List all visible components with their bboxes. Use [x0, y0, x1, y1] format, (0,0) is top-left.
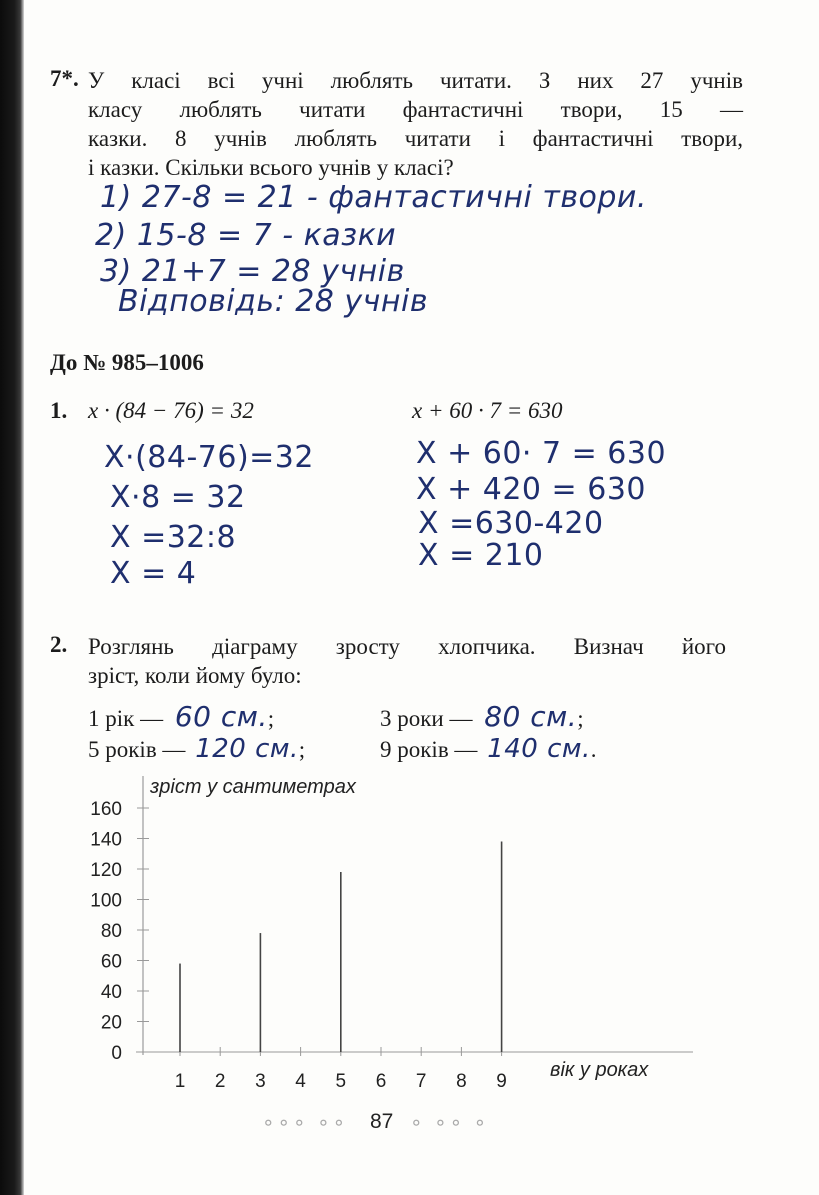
- task-1-number: 1.: [50, 398, 68, 423]
- task-2-line: Розглянь діаграму зросту хлопчика. Визнач його: [88, 634, 726, 659]
- y-tick-label: 80: [100, 921, 122, 942]
- y-tick-label: 40: [100, 982, 122, 1003]
- y-tick-label: 20: [100, 1012, 122, 1034]
- answer-prefix: 3 роки —: [380, 706, 473, 731]
- answer-end: ;: [267, 706, 275, 731]
- answer-row: [88, 700, 274, 733]
- task-7-number: 7*.: [50, 66, 79, 91]
- task-1-right-step: X + 60· 7 = 630: [416, 436, 667, 471]
- answer-prefix: 1 рік —: [88, 706, 164, 731]
- task-7-line: казки. 8 учнів люблять читати і фантастичні твори,: [88, 126, 743, 151]
- answer-handwritten: 60 см.: [174, 700, 268, 733]
- x-axis-label: вік у роках: [550, 1059, 649, 1081]
- page-number: 87: [370, 1110, 394, 1133]
- task-7-line: і казки. Скільки всього учнів у класі?: [88, 155, 454, 180]
- task-1-left-step: X = 4: [110, 556, 197, 591]
- x-tick-label: 3: [255, 1071, 266, 1092]
- task-7-line: класу люблять читати фантастичні твори, 15 —: [88, 97, 743, 122]
- task-1-right-step: X + 420 = 630: [416, 472, 646, 507]
- x-tick-label: 6: [375, 1071, 387, 1092]
- task-2-text: [88, 632, 726, 690]
- answer-end: ;: [298, 737, 306, 762]
- answer-prefix: 5 років —: [88, 737, 186, 762]
- task-1-left-step: X·(84-76)=32: [104, 440, 314, 475]
- task-2-line: зріст, коли йому було:: [88, 663, 302, 688]
- answer-handwritten: 140 см.: [487, 734, 591, 764]
- task-2-number: 2.: [50, 632, 68, 657]
- footer-ornament-right: ∘ ∘∘ ∘: [410, 1112, 490, 1134]
- task-7-text: [88, 66, 743, 182]
- x-tick-label: 1: [174, 1071, 186, 1092]
- task-7-solution-line: 1) 27-8 = 21 - фантастичні твори.: [100, 180, 647, 215]
- footer-ornament-left: ∘∘∘ ∘∘: [262, 1112, 349, 1134]
- task-1-left-step: X =32:8: [110, 520, 237, 555]
- task-7-line: У класі всі учні люблять читати. З них 27 учнів: [88, 68, 743, 93]
- answer-end: .: [590, 737, 597, 762]
- y-tick-label: 140: [90, 829, 122, 851]
- task-7-solution-line: 2) 15-8 = 7 - казки: [95, 218, 397, 253]
- y-tick-label: 120: [90, 860, 122, 881]
- y-tick-label: 100: [90, 890, 122, 912]
- x-tick-label: 4: [295, 1071, 306, 1092]
- x-tick-label: 5: [335, 1071, 347, 1092]
- task-1-left-step: X·8 = 32: [110, 480, 246, 515]
- answer-row: [380, 700, 584, 733]
- x-tick-label: 9: [496, 1071, 507, 1092]
- y-tick-label: 160: [90, 799, 122, 820]
- y-tick-label: 60: [100, 951, 122, 973]
- answer-handwritten: 80 см.: [484, 700, 578, 733]
- task-1-equation-left: x · (84 − 76) = 32: [88, 398, 254, 423]
- x-tick-label: 7: [415, 1071, 427, 1092]
- y-axis-label: зріст у сантиметрах: [150, 776, 356, 798]
- answer-end: ;: [577, 706, 584, 731]
- x-tick-label: 8: [456, 1071, 467, 1092]
- answer-handwritten: 120 см.: [195, 734, 299, 764]
- task-7-answer: Відповідь: 28 учнів: [118, 284, 429, 319]
- height-bar-chart: [0, 760, 819, 1100]
- task-1-equation-right: x + 60 · 7 = 630: [412, 398, 563, 423]
- task-1-right-step: X = 210: [418, 538, 544, 573]
- answer-prefix: 9 років —: [380, 737, 478, 762]
- section-title: До № 985–1006: [50, 350, 204, 375]
- task-1-right-step: X =630-420: [418, 506, 604, 541]
- y-tick-label: 0: [111, 1043, 122, 1064]
- task-7-solution-line: 3) 21+7 = 28 учнів: [100, 254, 405, 289]
- x-tick-label: 2: [214, 1071, 226, 1092]
